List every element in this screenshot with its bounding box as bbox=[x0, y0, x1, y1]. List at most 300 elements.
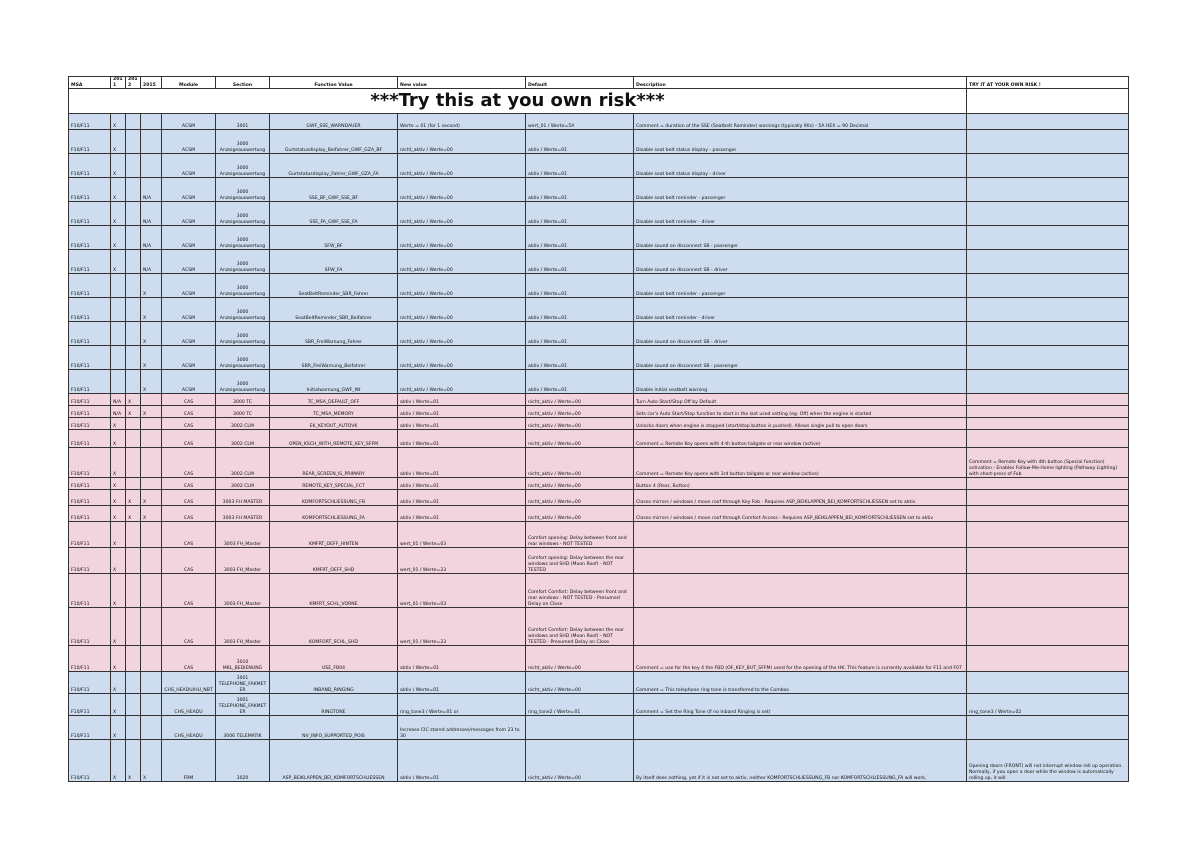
cell-description: Disable seat belt status display - passenger bbox=[634, 130, 967, 154]
cell-2011 bbox=[111, 274, 126, 298]
cell-description: Disable seat belt reminder - driver bbox=[634, 298, 967, 322]
cell-section: 3003 FH MASTER bbox=[216, 490, 270, 506]
cell-new-value: nicht_aktiv / Werte=00 bbox=[398, 226, 526, 250]
cell-default: nicht_aktiv / Werte=00 bbox=[526, 506, 634, 522]
cell-2012 bbox=[126, 694, 141, 716]
table-row bbox=[69, 740, 1129, 782]
cell-msa: F10/F11 bbox=[69, 130, 111, 154]
col-header-2015: 2015 bbox=[141, 77, 162, 89]
table-row bbox=[69, 478, 1129, 490]
cell-2015 bbox=[141, 114, 162, 130]
cell-2015: N/A bbox=[141, 250, 162, 274]
cell-2011: X bbox=[111, 646, 126, 672]
cell-module: CAS bbox=[162, 448, 216, 478]
table-body bbox=[69, 114, 1129, 782]
cell-module: CAS bbox=[162, 506, 216, 522]
cell-default: aktiv / Werte=01 bbox=[526, 178, 634, 202]
cell-new-value: nicht_aktiv / Werte=00 bbox=[398, 154, 526, 178]
cell-description bbox=[634, 522, 967, 548]
cell-2015: X bbox=[141, 506, 162, 522]
cell-2012: X bbox=[126, 394, 141, 406]
cell-note bbox=[967, 646, 1129, 672]
cell-2015 bbox=[141, 430, 162, 448]
cell-2012 bbox=[126, 370, 141, 394]
cell-default: aktiv / Werte=01 bbox=[526, 250, 634, 274]
cell-2012: X bbox=[126, 490, 141, 506]
table-row bbox=[69, 202, 1129, 226]
cell-description: Disable sound on disconnect SB - passenger bbox=[634, 346, 967, 370]
cell-2012 bbox=[126, 322, 141, 346]
cell-2011: X bbox=[111, 672, 126, 694]
cell-new-value: wert_01 / Werte=23 bbox=[398, 608, 526, 646]
cell-description: Comment = This telephone ring tone is transferred to the Combox bbox=[634, 672, 967, 694]
cell-msa: F10/F11 bbox=[69, 202, 111, 226]
table-row bbox=[69, 130, 1129, 154]
col-header-default: Default bbox=[526, 77, 634, 89]
cell-function-value: KOMFORTSCHLIESSUNG_FB bbox=[270, 490, 398, 506]
cell-2015 bbox=[141, 608, 162, 646]
cell-default: Comfort opening: Delay between front and rear windows - NOT TESTED bbox=[526, 522, 634, 548]
cell-default: aktiv / Werte=01 bbox=[526, 130, 634, 154]
cell-msa: F10/F11 bbox=[69, 430, 111, 448]
cell-section: 3003 FH_Master bbox=[216, 608, 270, 646]
cell-new-value: nicht_aktiv / Werte=00 bbox=[398, 250, 526, 274]
cell-2011: X bbox=[111, 506, 126, 522]
cell-new-value: aktiv / Werte=01 bbox=[398, 490, 526, 506]
cell-note bbox=[967, 202, 1129, 226]
cell-note bbox=[967, 406, 1129, 418]
cell-note bbox=[967, 418, 1129, 430]
cell-new-value: ring_tone3 / Werte=01 or bbox=[398, 694, 526, 716]
cell-description bbox=[634, 608, 967, 646]
cell-function-value: Gurtstatusdisplay_Beifahrer_GWF_GZA_BF bbox=[270, 130, 398, 154]
cell-msa: F10/F11 bbox=[69, 548, 111, 574]
cell-msa: F10/F11 bbox=[69, 672, 111, 694]
col-header-new-value: New value bbox=[398, 77, 526, 89]
cell-2015 bbox=[141, 130, 162, 154]
table-row bbox=[69, 322, 1129, 346]
cell-section: 3006 TELEMATIK bbox=[216, 716, 270, 740]
cell-section: 3000 TC bbox=[216, 394, 270, 406]
cell-msa: F10/F11 bbox=[69, 114, 111, 130]
cell-2012 bbox=[126, 430, 141, 448]
cell-function-value: GWF_SSE_WARNDAUER bbox=[270, 114, 398, 130]
cell-2015 bbox=[141, 646, 162, 672]
risk-banner: ***Try this at you own risk*** bbox=[69, 89, 967, 114]
cell-function-value: TC_MSA_DEFAULT_OFF bbox=[270, 394, 398, 406]
cell-module: ACSM bbox=[162, 322, 216, 346]
cell-default bbox=[526, 716, 634, 740]
cell-section: 3000 Anzeigeauswertung bbox=[216, 154, 270, 178]
cell-description: Disable sound on disconnect SB - driver bbox=[634, 250, 967, 274]
cell-new-value: aktiv / Werte=01 bbox=[398, 418, 526, 430]
cell-msa: F10/F11 bbox=[69, 506, 111, 522]
cell-msa: F10/F11 bbox=[69, 490, 111, 506]
banner-row bbox=[69, 89, 1129, 114]
cell-module: ACSM bbox=[162, 226, 216, 250]
cell-description: Unlocks doors when engine is stopped (start/stop button is pushed). Allows single pull to open doors bbox=[634, 418, 967, 430]
cell-2015 bbox=[141, 716, 162, 740]
table-row bbox=[69, 646, 1129, 672]
cell-msa: F10/F11 bbox=[69, 274, 111, 298]
cell-2012 bbox=[126, 608, 141, 646]
cell-function-value: KOMFORT_SCHL_SHD bbox=[270, 608, 398, 646]
cell-2012 bbox=[126, 346, 141, 370]
cell-function-value: KMFRT_OEFF_SHD bbox=[270, 548, 398, 574]
cell-2011: X bbox=[111, 716, 126, 740]
cell-note bbox=[967, 114, 1129, 130]
cell-2011: X bbox=[111, 114, 126, 130]
table-row bbox=[69, 274, 1129, 298]
cell-module: ACSM bbox=[162, 202, 216, 226]
cell-2012 bbox=[126, 448, 141, 478]
cell-new-value: nicht_aktiv / Werte=00 bbox=[398, 202, 526, 226]
cell-new-value: nicht_aktiv / Werte=00 bbox=[398, 346, 526, 370]
cell-section: 3002 CLM bbox=[216, 448, 270, 478]
cell-module: ACSM bbox=[162, 274, 216, 298]
cell-module: CHS_HEADU bbox=[162, 694, 216, 716]
cell-2012 bbox=[126, 522, 141, 548]
cell-function-value: EK_KEYOUT_AUTOVK bbox=[270, 418, 398, 430]
cell-2012 bbox=[126, 548, 141, 574]
cell-description: Disable initial seatbelt warning bbox=[634, 370, 967, 394]
cell-module: CHS_HEADU/HU_NBT bbox=[162, 672, 216, 694]
cell-default: nicht_aktiv / Werte=00 bbox=[526, 418, 634, 430]
cell-note bbox=[967, 574, 1129, 608]
cell-2012 bbox=[126, 646, 141, 672]
cell-2011: X bbox=[111, 430, 126, 448]
cell-msa: F10/F11 bbox=[69, 346, 111, 370]
cell-section: 3002 CLM bbox=[216, 430, 270, 448]
cell-2011 bbox=[111, 322, 126, 346]
cell-default: nicht_aktiv / Werte=00 bbox=[526, 740, 634, 782]
cell-2012 bbox=[126, 178, 141, 202]
cell-new-value: Increase CIC stored addresses/messages from 23 to 30 bbox=[398, 716, 526, 740]
cell-new-value: wert_01 / Werte=03 bbox=[398, 574, 526, 608]
cell-function-value: SBR_FreiWarnung_Fahrer bbox=[270, 322, 398, 346]
cell-note bbox=[967, 346, 1129, 370]
cell-msa: F10/F11 bbox=[69, 394, 111, 406]
cell-module: CAS bbox=[162, 522, 216, 548]
cell-new-value: aktiv / Werte=01 bbox=[398, 394, 526, 406]
cell-section: 3000 Anzeigeauswertung bbox=[216, 130, 270, 154]
table-row bbox=[69, 298, 1129, 322]
table-row bbox=[69, 114, 1129, 130]
cell-2015 bbox=[141, 522, 162, 548]
cell-2015 bbox=[141, 548, 162, 574]
cell-function-value: Gurtstatusdisplay_Fahrer_GWF_GZA_FA bbox=[270, 154, 398, 178]
cell-2011: X bbox=[111, 694, 126, 716]
cell-description: Disable seat belt status display - driver bbox=[634, 154, 967, 178]
cell-2015 bbox=[141, 478, 162, 490]
cell-section: 3002 CLM bbox=[216, 418, 270, 430]
cell-2012 bbox=[126, 274, 141, 298]
cell-default: nicht_aktiv / Werte=00 bbox=[526, 490, 634, 506]
table-row bbox=[69, 346, 1129, 370]
cell-function-value: REMOTE_KEY_SPECIAL_FCT bbox=[270, 478, 398, 490]
cell-section: 3000 Anzeigeauswertung bbox=[216, 202, 270, 226]
cell-function-value: REAR_SCREEN_IS_PRIMARY bbox=[270, 448, 398, 478]
cell-2012 bbox=[126, 202, 141, 226]
cell-description: Disable seat belt reminder - driver bbox=[634, 202, 967, 226]
cell-function-value: ASP_BEIKLAPPEN_BEI_KOMFORTSCHLIESSEN bbox=[270, 740, 398, 782]
cell-2015: X bbox=[141, 346, 162, 370]
cell-section: 3003 FH_Master bbox=[216, 522, 270, 548]
table-row bbox=[69, 506, 1129, 522]
cell-function-value: SeatBeltReminder_SBR_Fahrer bbox=[270, 274, 398, 298]
cell-msa: F10/F11 bbox=[69, 522, 111, 548]
cell-2011: X bbox=[111, 178, 126, 202]
cell-note bbox=[967, 274, 1129, 298]
cell-description: Turn Auto Start/Stop Off by Default bbox=[634, 394, 967, 406]
cell-default: nicht_aktiv / Werte=00 bbox=[526, 478, 634, 490]
cell-new-value: aktiv / Werte=01 bbox=[398, 646, 526, 672]
cell-2011: X bbox=[111, 448, 126, 478]
cell-msa: F10/F11 bbox=[69, 646, 111, 672]
cell-default: Comfort opening: Delay between the rear windows and SHD (Moon Roof) - NOT TESTED bbox=[526, 548, 634, 574]
cell-section: 3020 bbox=[216, 740, 270, 782]
cell-description: Comment = duration of the SSE (Seatbelt Reminder) warnings (typically 90s) - 5A HEX = 90 Decimal bbox=[634, 114, 967, 130]
cell-section: 3003 FH_Master bbox=[216, 574, 270, 608]
table-row bbox=[69, 394, 1129, 406]
cell-function-value: TC_MSA_MEMORY bbox=[270, 406, 398, 418]
cell-note bbox=[967, 370, 1129, 394]
cell-section: 3000 Anzeigeauswertung bbox=[216, 226, 270, 250]
cell-note bbox=[967, 716, 1129, 740]
cell-2015: X bbox=[141, 406, 162, 418]
banner-empty-cell bbox=[967, 89, 1129, 114]
cell-2015 bbox=[141, 448, 162, 478]
cell-section: 3001 TELEPHONE_FAKMETER bbox=[216, 694, 270, 716]
cell-default: nicht_aktiv / Werte=00 bbox=[526, 448, 634, 478]
cell-module: CAS bbox=[162, 646, 216, 672]
cell-section: 3001 TELEPHONE_FAKMETER bbox=[216, 672, 270, 694]
cell-msa: F10/F11 bbox=[69, 574, 111, 608]
cell-new-value: aktiv / Werte=01 bbox=[398, 672, 526, 694]
cell-description bbox=[634, 574, 967, 608]
cell-2012 bbox=[126, 154, 141, 178]
cell-description: Button 4 (Rear, Button) bbox=[634, 478, 967, 490]
cell-module: CAS bbox=[162, 490, 216, 506]
cell-section: 3002 CLM bbox=[216, 478, 270, 490]
cell-2015 bbox=[141, 574, 162, 608]
col-header-risk-note: TRY IT AT YOUR OWN RISK ! bbox=[967, 77, 1129, 89]
cell-description: Closes mirrors / windows / moon roof through Comfort Access - Requires ASP_BEIKLAPPEN_BEI_KOMFORTSCHLIESSEN set to aktiv bbox=[634, 506, 967, 522]
cell-2011: N/A bbox=[111, 394, 126, 406]
cell-description: Disable seat belt reminder - passenger bbox=[634, 274, 967, 298]
cell-2011 bbox=[111, 346, 126, 370]
cell-module: ACSM bbox=[162, 346, 216, 370]
cell-description: Disable sound on disconnect SB - passenger bbox=[634, 226, 967, 250]
cell-default: aktiv / Werte=01 bbox=[526, 274, 634, 298]
col-header-description: Description bbox=[634, 77, 967, 89]
cell-2015 bbox=[141, 154, 162, 178]
cell-msa: F10/F11 bbox=[69, 250, 111, 274]
cell-note bbox=[967, 298, 1129, 322]
cell-description bbox=[634, 716, 967, 740]
cell-section: 3000 Anzeigeauswertung bbox=[216, 346, 270, 370]
cell-default: ring_tone2 / Werte=01 bbox=[526, 694, 634, 716]
cell-description: Sets car's Auto Start/Stop function to start in the last used setting (eg. Off) when the engine is started bbox=[634, 406, 967, 418]
cell-function-value: SSE_BF_GWF_SSE_BF bbox=[270, 178, 398, 202]
cell-function-value: RINGTONE bbox=[270, 694, 398, 716]
cell-new-value: aktiv / Werte=01 bbox=[398, 406, 526, 418]
cell-function-value: USE_FB04 bbox=[270, 646, 398, 672]
cell-2011: X bbox=[111, 154, 126, 178]
cell-default: nicht_aktiv / Werte=00 bbox=[526, 394, 634, 406]
cell-note: Opening doors (FRONT) will not interrupt window roll up operation. Normally, if you open a door while the window is automatically rolling up, it will bbox=[967, 740, 1129, 782]
cell-2012 bbox=[126, 716, 141, 740]
cell-section: 3010 MKL_BEDIENUNG bbox=[216, 646, 270, 672]
cell-2011: X bbox=[111, 250, 126, 274]
cell-msa: F10/F11 bbox=[69, 418, 111, 430]
cell-msa: F10/F11 bbox=[69, 154, 111, 178]
cell-new-value: wert_01 / Werte=03 bbox=[398, 522, 526, 548]
cell-module: CAS bbox=[162, 548, 216, 574]
table-row bbox=[69, 608, 1129, 646]
cell-default: Comfort Comfort: Delay between the rear windows and SHD (Moon Roof) - NOT TESTED - Presumed Delay on Close bbox=[526, 608, 634, 646]
cell-new-value: wert_01 / Werte=23 bbox=[398, 548, 526, 574]
cell-2015 bbox=[141, 672, 162, 694]
cell-section: 3000 Anzeigeauswertung bbox=[216, 274, 270, 298]
cell-default: aktiv / Werte=01 bbox=[526, 370, 634, 394]
cell-2011: X bbox=[111, 226, 126, 250]
cell-msa: F10/F11 bbox=[69, 370, 111, 394]
cell-default: aktiv / Werte=01 bbox=[526, 226, 634, 250]
cell-2012 bbox=[126, 672, 141, 694]
cell-2015: N/A bbox=[141, 226, 162, 250]
cell-2012 bbox=[126, 478, 141, 490]
cell-function-value: SeatBeltReminder_SBR_Beifahrer bbox=[270, 298, 398, 322]
cell-note bbox=[967, 672, 1129, 694]
table-row bbox=[69, 178, 1129, 202]
cell-default: nicht_aktiv / Werte=00 bbox=[526, 646, 634, 672]
cell-2011 bbox=[111, 298, 126, 322]
cell-new-value: aktiv / Werte=01 bbox=[398, 448, 526, 478]
cell-note bbox=[967, 394, 1129, 406]
cell-default: aktiv / Werte=01 bbox=[526, 298, 634, 322]
cell-description: Comment = Set the Ring Tone (if no Inband Ringing is set) bbox=[634, 694, 967, 716]
cell-section: 3000 Anzeigeauswertung bbox=[216, 370, 270, 394]
cell-msa: F10/F11 bbox=[69, 716, 111, 740]
cell-new-value: aktiv / Werte=01 bbox=[398, 740, 526, 782]
cell-2015: X bbox=[141, 274, 162, 298]
cell-2015 bbox=[141, 394, 162, 406]
cell-2011: X bbox=[111, 202, 126, 226]
cell-2011: X bbox=[111, 490, 126, 506]
cell-module: ACSM bbox=[162, 298, 216, 322]
cell-note bbox=[967, 506, 1129, 522]
cell-description: Disable seat belt reminder - passenger bbox=[634, 178, 967, 202]
table-row bbox=[69, 406, 1129, 418]
cell-note bbox=[967, 478, 1129, 490]
cell-note bbox=[967, 490, 1129, 506]
cell-default: wert_01 / Werte=5A bbox=[526, 114, 634, 130]
cell-module: CAS bbox=[162, 418, 216, 430]
cell-module: FRM bbox=[162, 740, 216, 782]
cell-msa: F10/F11 bbox=[69, 694, 111, 716]
cell-2012: X bbox=[126, 406, 141, 418]
table-row bbox=[69, 672, 1129, 694]
cell-new-value: nicht_aktiv / Werte=00 bbox=[398, 178, 526, 202]
cell-msa: F10/F11 bbox=[69, 226, 111, 250]
cell-2012: X bbox=[126, 740, 141, 782]
cell-2012 bbox=[126, 114, 141, 130]
cell-2012 bbox=[126, 298, 141, 322]
cell-new-value: aktiv / Werte=01 bbox=[398, 430, 526, 448]
cell-2011: X bbox=[111, 522, 126, 548]
cell-2015: X bbox=[141, 370, 162, 394]
cell-default: nicht_aktiv / Werte=00 bbox=[526, 430, 634, 448]
cell-note bbox=[967, 548, 1129, 574]
cell-2015: X bbox=[141, 322, 162, 346]
cell-module: CAS bbox=[162, 574, 216, 608]
cell-note bbox=[967, 322, 1129, 346]
cell-section: 3000 Anzeigeauswertung bbox=[216, 250, 270, 274]
cell-module: CAS bbox=[162, 608, 216, 646]
cell-function-value: OPEN_KSCH_WITH_REMOTE_KEY_SFFM bbox=[270, 430, 398, 448]
table-row bbox=[69, 716, 1129, 740]
cell-module: ACSM bbox=[162, 250, 216, 274]
cell-2015: X bbox=[141, 740, 162, 782]
col-header-2011: 2011 bbox=[111, 77, 126, 89]
cell-section: 3000 Anzeigeauswertung bbox=[216, 322, 270, 346]
cell-module: ACSM bbox=[162, 178, 216, 202]
cell-new-value: nicht_aktiv / Werte=00 bbox=[398, 370, 526, 394]
cell-module: ACSM bbox=[162, 130, 216, 154]
coding-spreadsheet bbox=[68, 76, 1129, 782]
cell-2011 bbox=[111, 370, 126, 394]
cell-default: nicht_aktiv / Werte=00 bbox=[526, 672, 634, 694]
table-row bbox=[69, 694, 1129, 716]
cell-section: 3001 bbox=[216, 114, 270, 130]
cell-2012 bbox=[126, 574, 141, 608]
cell-module: CAS bbox=[162, 394, 216, 406]
cell-module: CAS bbox=[162, 406, 216, 418]
cell-module: CAS bbox=[162, 478, 216, 490]
cell-description bbox=[634, 548, 967, 574]
cell-2011: X bbox=[111, 478, 126, 490]
cell-default: aktiv / Werte=01 bbox=[526, 346, 634, 370]
cell-msa: F10/F11 bbox=[69, 322, 111, 346]
cell-2011: X bbox=[111, 608, 126, 646]
cell-function-value: KMFRT_OEFF_HINTEN bbox=[270, 522, 398, 548]
cell-default: aktiv / Werte=01 bbox=[526, 202, 634, 226]
cell-function-value: Initialwarnung_GWF_IW bbox=[270, 370, 398, 394]
cell-function-value: SFW_FA bbox=[270, 250, 398, 274]
cell-default: nicht_aktiv / Werte=00 bbox=[526, 406, 634, 418]
cell-description: Comment = Remote Key opens with 4-th button tailgate or rear window (active) bbox=[634, 430, 967, 448]
cell-2015: X bbox=[141, 298, 162, 322]
cell-2011: X bbox=[111, 130, 126, 154]
cell-module: CHS_HEADU bbox=[162, 716, 216, 740]
cell-note bbox=[967, 154, 1129, 178]
cell-2015 bbox=[141, 418, 162, 430]
cell-default: Comfort Comfort: Delay between front and rear windows - NOT TESTED - Presumed Delay on Close bbox=[526, 574, 634, 608]
cell-new-value: aktiv / Werte=01 bbox=[398, 506, 526, 522]
table-row bbox=[69, 574, 1129, 608]
cell-new-value: nicht_aktiv / Werte=00 bbox=[398, 322, 526, 346]
table-row bbox=[69, 250, 1129, 274]
cell-description: Comment = use for the key 4 the FBD (OF_KEY_BUT_SFFM) used for the opening of the HK. This feature is currently available for F11 and F07 bbox=[634, 646, 967, 672]
cell-function-value: KMFRT_SCHL_VORNE bbox=[270, 574, 398, 608]
cell-default: aktiv / Werte=01 bbox=[526, 154, 634, 178]
header-row bbox=[69, 77, 1129, 89]
cell-section: 3003 FH_Master bbox=[216, 548, 270, 574]
cell-function-value: NV_INFO_SUPPORTED_POIS bbox=[270, 716, 398, 740]
cell-description: Comment = Remote Key opens with 3rd button tailgate or rear window (active) bbox=[634, 448, 967, 478]
table-row bbox=[69, 430, 1129, 448]
